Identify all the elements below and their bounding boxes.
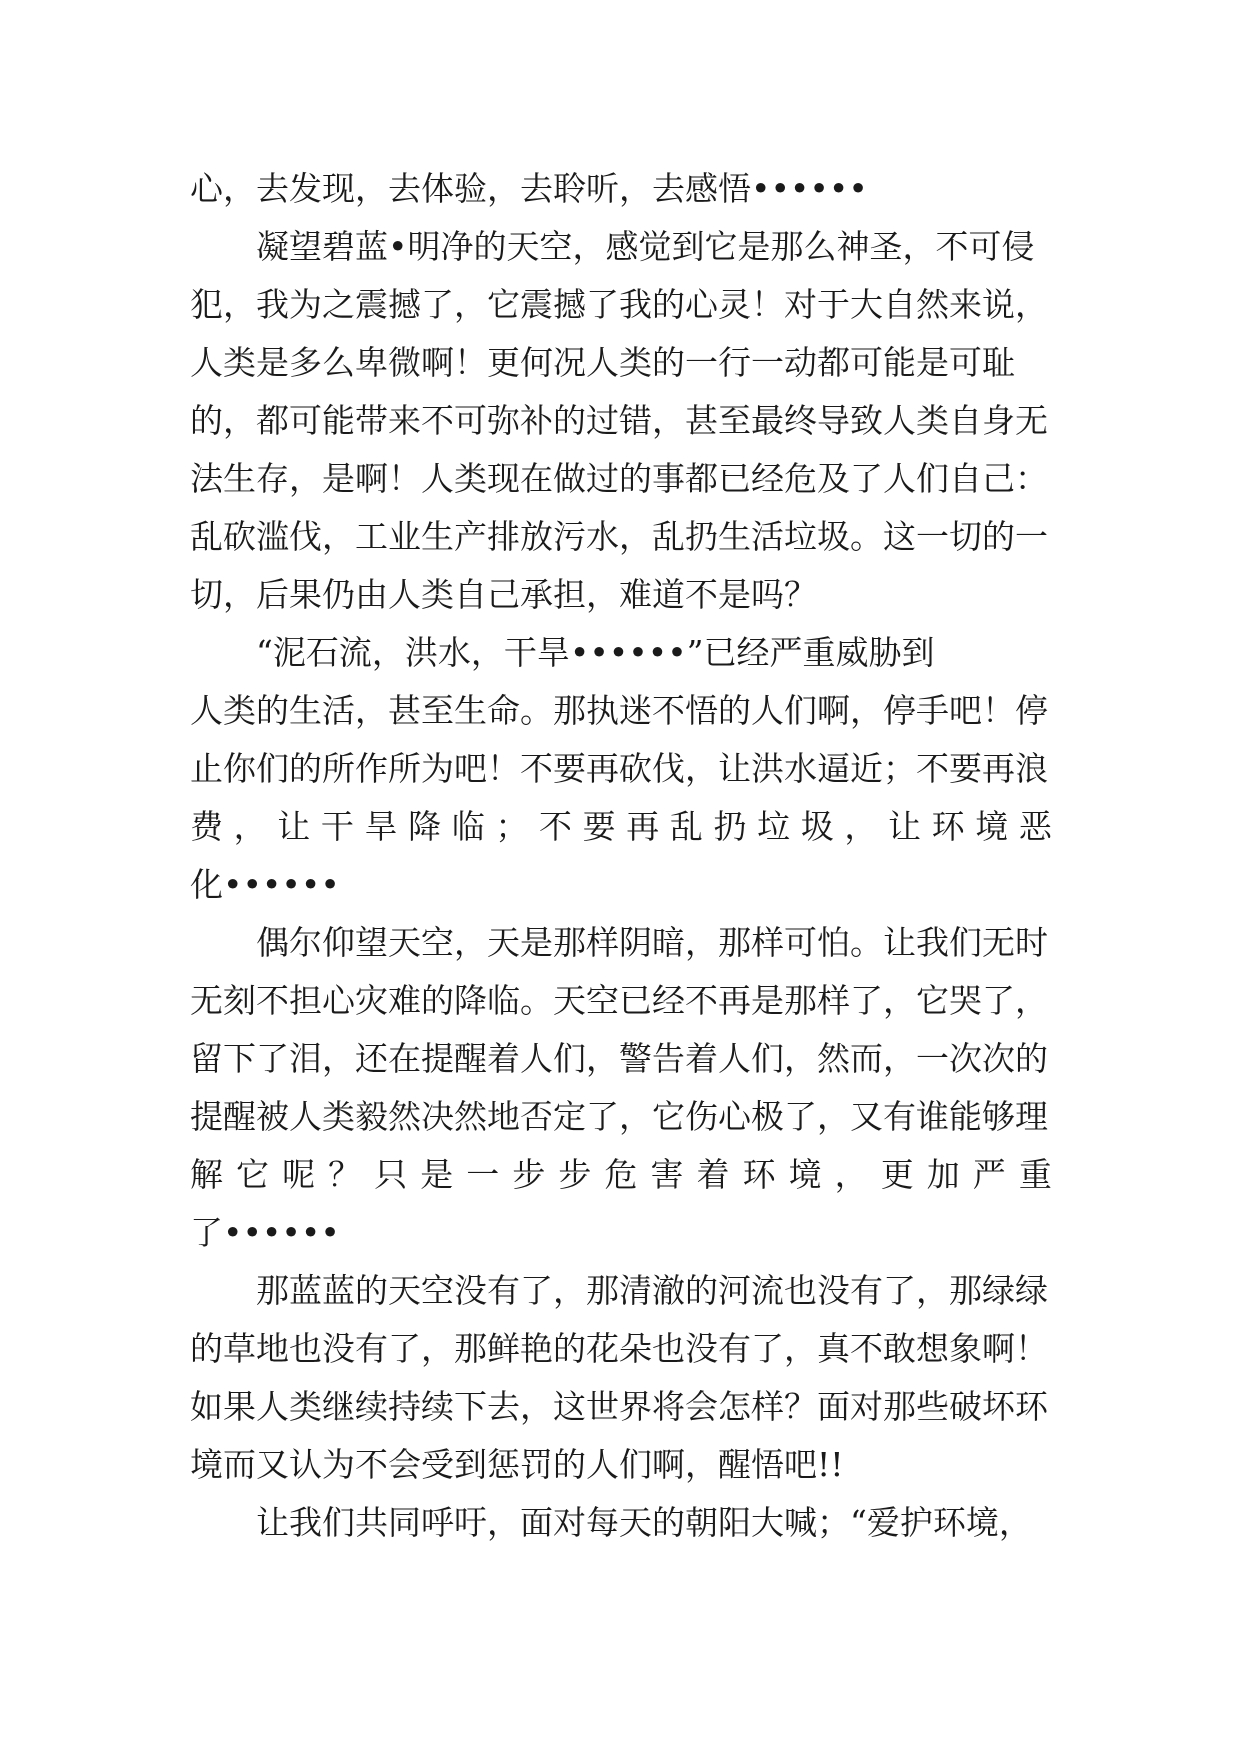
essay-text — [190, 160, 1052, 1552]
text-line: 境而又认为不会受到惩罚的人们啊，醒悟吧!! — [190, 1445, 844, 1484]
text-line: 人类是多么卑微啊！更何况人类的一行一动都可能是可耻 — [190, 343, 1015, 382]
justified-char: 一 — [466, 1155, 500, 1194]
justified-char: 解 — [190, 1155, 223, 1194]
text-line: 提醒被人类毅然决然地否定了，它伤心极了，又有谁能够理 — [190, 1097, 1048, 1136]
text-line: 留下了泪，还在提醒着人们，警告着人们，然而，一次次的 — [190, 1039, 1048, 1078]
justified-char: ？ — [328, 1155, 362, 1194]
justified-char: ， — [233, 807, 267, 846]
justified-char: 环 — [742, 1155, 776, 1194]
justified-char: ， — [834, 1155, 868, 1194]
text-line: 的草地也没有了，那鲜艳的花朵也没有了，真不敢想象啊！ — [190, 1329, 1048, 1368]
paragraph-start-line: 让我们共同呼吁，面对每天的朝阳大喊；“爱护环境， — [256, 1503, 1032, 1542]
justified-char: 危 — [604, 1155, 638, 1194]
text-line: 心，去发现，去体验，去聆听，去感悟•••••• — [190, 169, 868, 208]
justified-char: 重 — [1018, 1155, 1052, 1194]
justified-char: 临 — [451, 807, 485, 846]
text-line: 化•••••• — [190, 865, 340, 904]
justified-char: 恶 — [1018, 807, 1052, 846]
justified-char: 干 — [320, 807, 354, 846]
justified-char: 只 — [374, 1155, 408, 1194]
text-line: 无刻不担心灾难的降临。天空已经不再是那样了，它哭了， — [190, 981, 1048, 1020]
justified-char: 害 — [650, 1155, 684, 1194]
paragraph-start-line: 偶尔仰望天空，天是那样阴暗，那样可怕。让我们无时 — [256, 923, 1048, 962]
text-line: 人类的生活，甚至生命。那执迷不悟的人们啊，停手吧！停 — [190, 691, 1048, 730]
text-line: 乱砍滥伐，工业生产排放污水，乱扔生活垃圾。这一切的一 — [190, 517, 1048, 556]
text-line: 的，都可能带来不可弥补的过错，甚至最终导致人类自身无 — [190, 401, 1048, 440]
justified-char: 费 — [190, 807, 223, 846]
text-line: 如果人类继续持续下去，这世界将会怎样？面对那些破坏环 — [190, 1387, 1048, 1426]
justified-char: 垃 — [757, 807, 791, 846]
justified-char: 境 — [788, 1155, 822, 1194]
justified-char: 着 — [696, 1155, 730, 1194]
justified-char: ； — [495, 807, 529, 846]
text-line: 止你们的所作所为吧！不要再砍伐，让洪水逼近；不要再浪 — [190, 749, 1048, 788]
justified-char: 扔 — [713, 807, 747, 846]
text-line: 切，后果仍由人类自己承担，难道不是吗？ — [190, 575, 817, 614]
justified-line — [190, 798, 1052, 856]
justified-char: 圾 — [800, 807, 834, 846]
justified-line — [190, 1146, 1052, 1204]
justified-char: 境 — [975, 807, 1009, 846]
justified-char: 是 — [420, 1155, 454, 1194]
text-line: 犯，我为之震撼了，它震撼了我的心灵！对于大自然来说， — [190, 285, 1048, 324]
justified-char: 更 — [880, 1155, 914, 1194]
justified-char: 降 — [408, 807, 442, 846]
justified-char: 环 — [931, 807, 965, 846]
text-line: 法生存，是啊！人类现在做过的事都已经危及了人们自己： — [190, 459, 1048, 498]
justified-char: ， — [844, 807, 878, 846]
text-line: 了•••••• — [190, 1213, 340, 1252]
justified-char: 呢 — [282, 1155, 316, 1194]
justified-char: 不 — [539, 807, 572, 846]
justified-char: 再 — [626, 807, 660, 846]
paragraph-start-line: “泥石流，洪水，干旱••••••”已经严重威胁到 — [256, 633, 935, 672]
justified-char: 旱 — [364, 807, 398, 846]
justified-char: 它 — [236, 1155, 270, 1194]
paragraph-start-line: 凝望碧蓝•明净的天空，感觉到它是那么神圣，不可侵 — [256, 227, 1035, 266]
justified-char: 步 — [558, 1155, 592, 1194]
justified-char: 加 — [926, 1155, 960, 1194]
justified-char: 让 — [277, 807, 311, 846]
justified-char: 严 — [972, 1155, 1006, 1194]
justified-char: 步 — [512, 1155, 546, 1194]
paragraph-start-line: 那蓝蓝的天空没有了，那清澈的河流也没有了，那绿绿 — [256, 1271, 1048, 1310]
justified-char: 让 — [888, 807, 921, 846]
justified-char: 乱 — [669, 807, 703, 846]
justified-char: 要 — [582, 807, 616, 846]
